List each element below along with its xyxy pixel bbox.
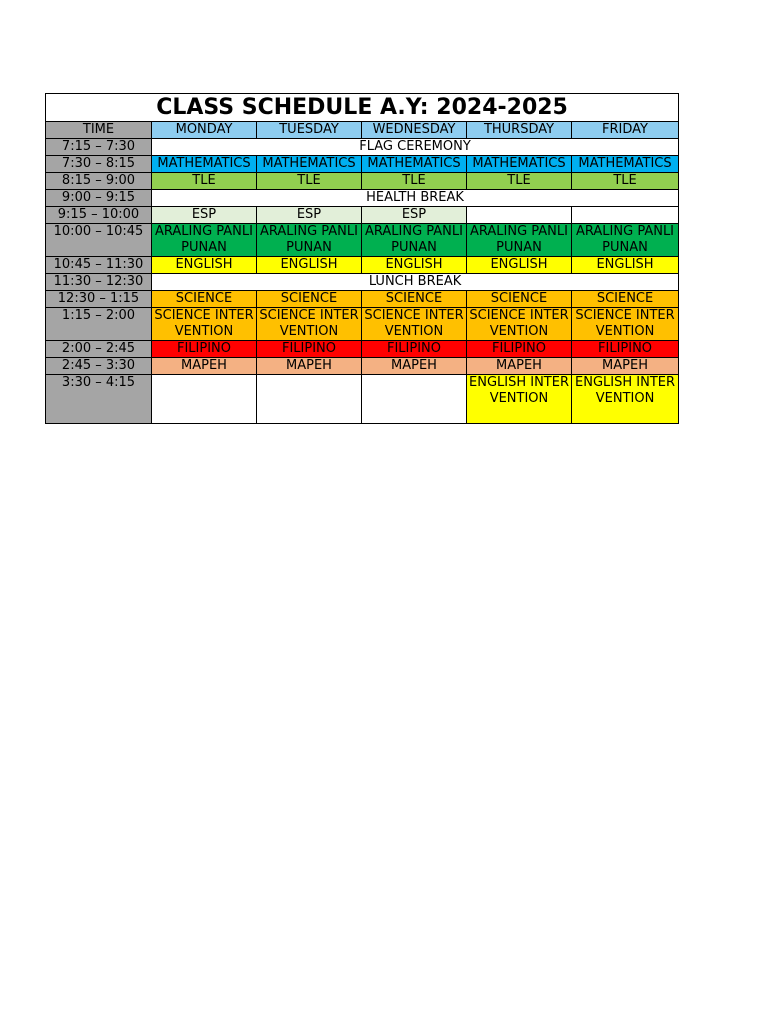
empty-cell [257, 375, 362, 424]
table-row [46, 224, 679, 257]
subject-cell: SCIENCE INTERVENTION [467, 308, 572, 341]
subject-cell: MAPEH [572, 358, 679, 375]
subject-cell: FILIPINO [152, 341, 257, 358]
subject-cell: MATHEMATICS [467, 156, 572, 173]
subject-cell: MATHEMATICS [257, 156, 362, 173]
table-row [46, 358, 679, 375]
time-slot: 3:30 – 4:15 [46, 375, 152, 424]
empty-cell [572, 207, 679, 224]
day-header-monday: MONDAY [152, 122, 257, 139]
subject-cell: SCIENCE INTERVENTION [152, 308, 257, 341]
subject-cell: ENGLISH [572, 257, 679, 274]
subject-cell: FILIPINO [362, 341, 467, 358]
schedule-title: CLASS SCHEDULE A.Y: 2024-2025 [46, 94, 679, 122]
subject-cell: ESP [257, 207, 362, 224]
empty-cell [467, 207, 572, 224]
health-break-cell: HEALTH BREAK [152, 190, 679, 207]
table-row [46, 291, 679, 308]
class-schedule-table [45, 93, 679, 424]
day-header-thursday: THURSDAY [467, 122, 572, 139]
day-header-friday: FRIDAY [572, 122, 679, 139]
subject-cell: ARALING PANLIPUNAN [257, 224, 362, 257]
time-slot: 2:45 – 3:30 [46, 358, 152, 375]
subject-cell: MAPEH [362, 358, 467, 375]
subject-cell: MATHEMATICS [362, 156, 467, 173]
time-slot: 10:45 – 11:30 [46, 257, 152, 274]
subject-cell: MATHEMATICS [152, 156, 257, 173]
lunch-break-cell: LUNCH BREAK [152, 274, 679, 291]
time-slot: 10:00 – 10:45 [46, 224, 152, 257]
subject-cell: ENGLISH [362, 257, 467, 274]
subject-cell: SCIENCE INTERVENTION [572, 308, 679, 341]
subject-cell: ARALING PANLIPUNAN [152, 224, 257, 257]
table-row [46, 207, 679, 224]
title-row [46, 94, 679, 122]
subject-cell: FILIPINO [257, 341, 362, 358]
subject-cell: ARALING PANLIPUNAN [572, 224, 679, 257]
subject-cell: MAPEH [152, 358, 257, 375]
subject-cell: MAPEH [467, 358, 572, 375]
subject-cell: TLE [362, 173, 467, 190]
subject-cell: SCIENCE [152, 291, 257, 308]
subject-cell: TLE [257, 173, 362, 190]
subject-cell: ENGLISH [467, 257, 572, 274]
subject-cell: TLE [467, 173, 572, 190]
subject-cell: ENGLISH [152, 257, 257, 274]
table-row [46, 257, 679, 274]
subject-cell: SCIENCE [572, 291, 679, 308]
table-row [46, 341, 679, 358]
table-row [46, 173, 679, 190]
subject-cell: SCIENCE [467, 291, 572, 308]
table-row [46, 375, 679, 424]
subject-cell: ESP [152, 207, 257, 224]
table-row [46, 139, 679, 156]
subject-cell: ENGLISH INTERVENTION [467, 375, 572, 424]
table-row [46, 308, 679, 341]
time-slot: 9:15 – 10:00 [46, 207, 152, 224]
time-slot: 8:15 – 9:00 [46, 173, 152, 190]
subject-cell: FILIPINO [467, 341, 572, 358]
empty-cell [362, 375, 467, 424]
subject-cell: TLE [572, 173, 679, 190]
subject-cell: SCIENCE [362, 291, 467, 308]
time-header: TIME [46, 122, 152, 139]
time-slot: 7:30 – 8:15 [46, 156, 152, 173]
time-slot: 2:00 – 2:45 [46, 341, 152, 358]
header-row [46, 122, 679, 139]
table-row [46, 156, 679, 173]
subject-cell: ARALING PANLIPUNAN [362, 224, 467, 257]
time-slot: 12:30 – 1:15 [46, 291, 152, 308]
time-slot: 11:30 – 12:30 [46, 274, 152, 291]
subject-cell: ENGLISH INTERVENTION [572, 375, 679, 424]
subject-cell: ARALING PANLIPUNAN [467, 224, 572, 257]
flag-ceremony-cell: FLAG CEREMONY [152, 139, 679, 156]
table-row [46, 190, 679, 207]
subject-cell: SCIENCE INTERVENTION [257, 308, 362, 341]
time-slot: 7:15 – 7:30 [46, 139, 152, 156]
subject-cell: MAPEH [257, 358, 362, 375]
subject-cell: TLE [152, 173, 257, 190]
subject-cell: SCIENCE [257, 291, 362, 308]
day-header-tuesday: TUESDAY [257, 122, 362, 139]
empty-cell [152, 375, 257, 424]
subject-cell: ENGLISH [257, 257, 362, 274]
subject-cell: MATHEMATICS [572, 156, 679, 173]
subject-cell: ESP [362, 207, 467, 224]
subject-cell: SCIENCE INTERVENTION [362, 308, 467, 341]
time-slot: 1:15 – 2:00 [46, 308, 152, 341]
time-slot: 9:00 – 9:15 [46, 190, 152, 207]
table-row [46, 274, 679, 291]
subject-cell: FILIPINO [572, 341, 679, 358]
day-header-wednesday: WEDNESDAY [362, 122, 467, 139]
